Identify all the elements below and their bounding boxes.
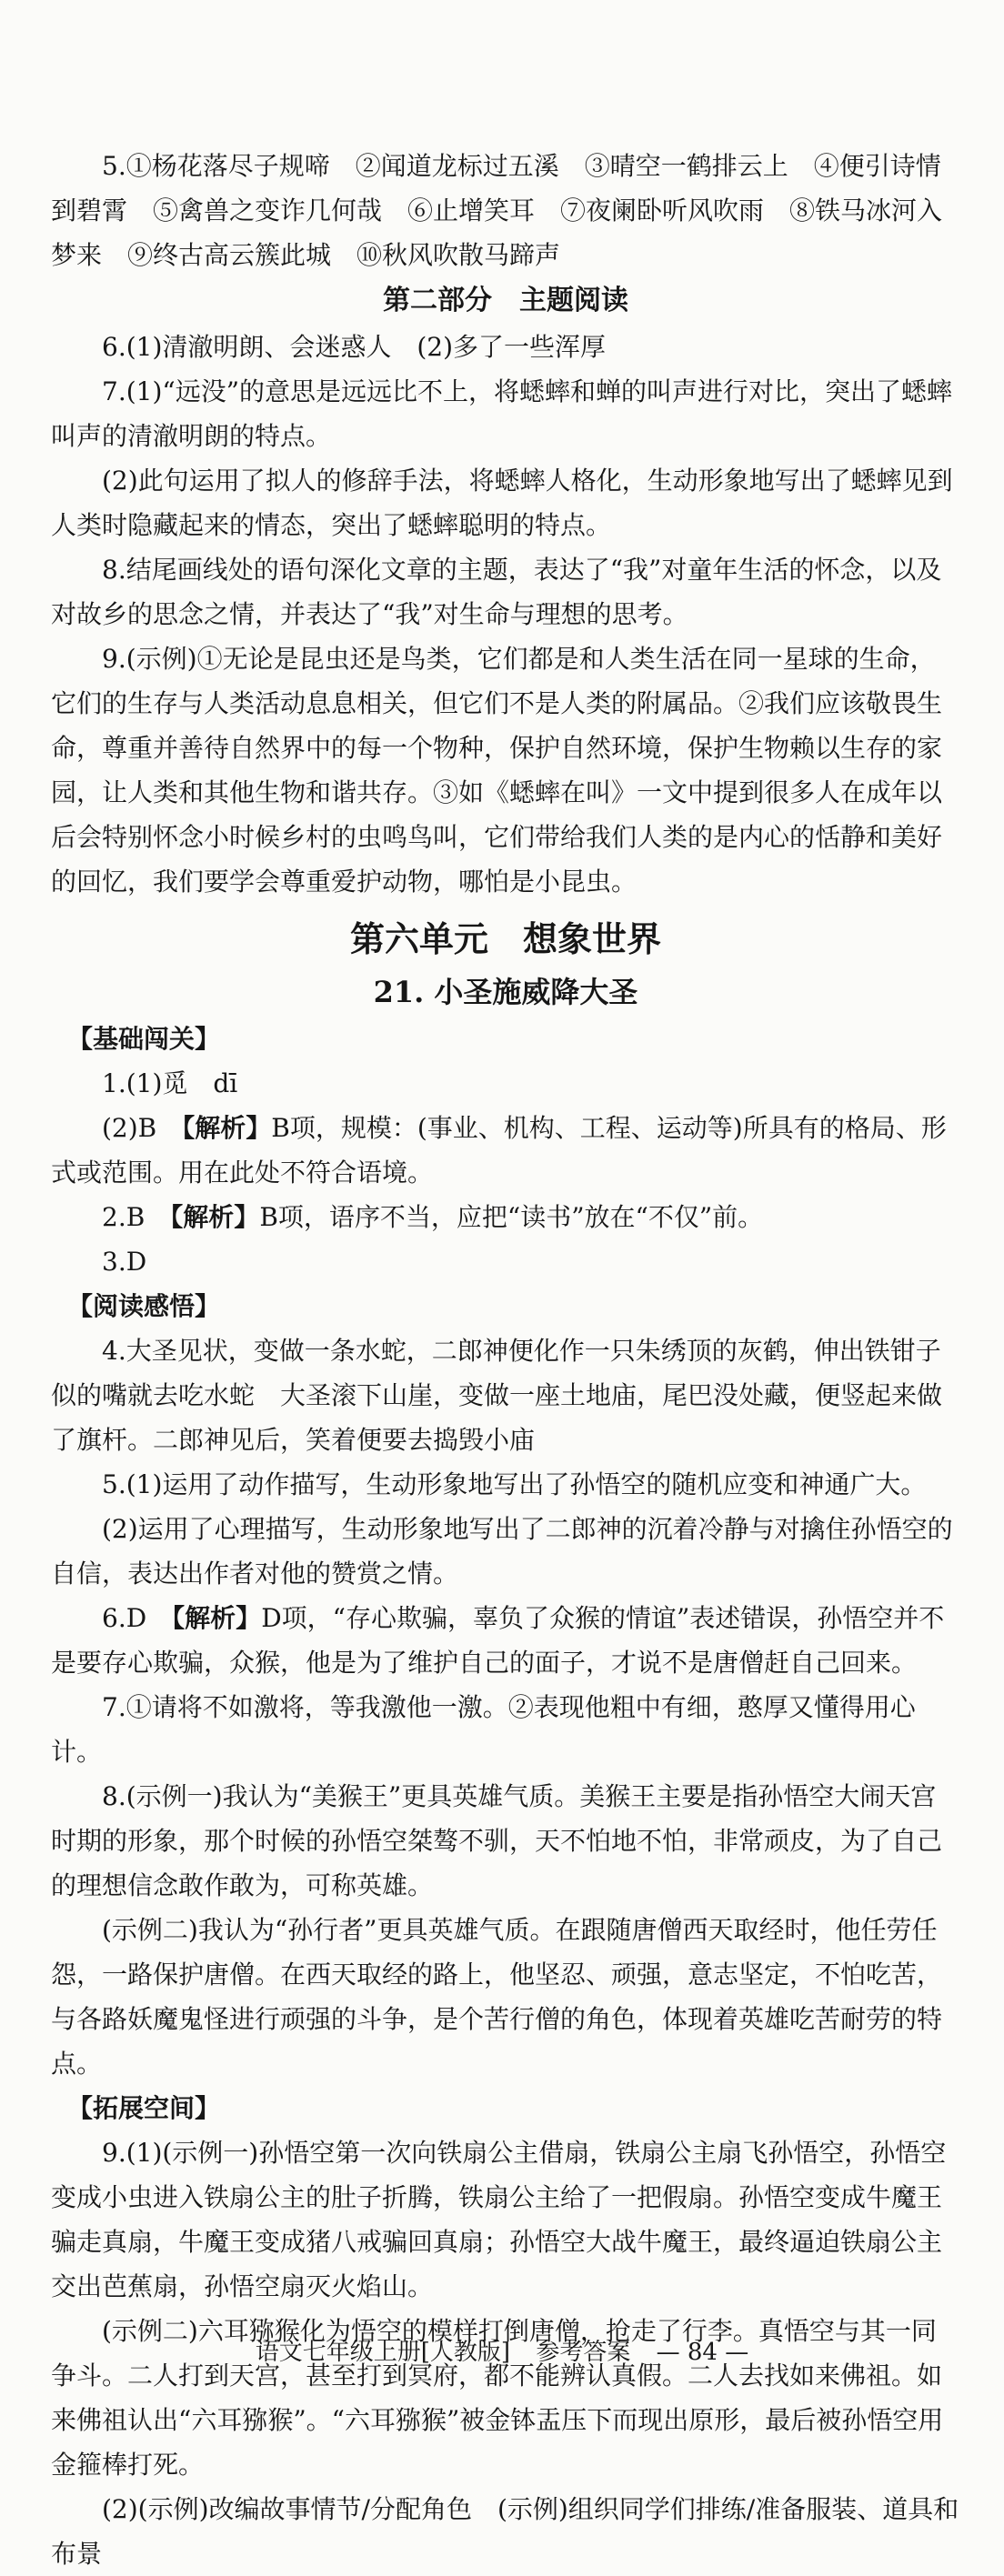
- reading-answer-5-1: 5.(1)运用了动作描写，生动形象地写出了孙悟空的随机应变和神通广大。: [102, 1469, 927, 1499]
- analysis-tag: 【解析】: [170, 1202, 260, 1232]
- page-footer: [0, 2334, 1004, 2371]
- analysis-tag: 【解析】: [182, 1113, 272, 1143]
- answer-content: [51, 144, 960, 2576]
- basics-answer-3: 3.D: [102, 1247, 147, 1277]
- analysis-tag: 【解析】: [172, 1603, 262, 1633]
- page-number: — 84 —: [656, 2339, 749, 2366]
- answer-6: 6.(1)清澈明朗、会迷惑人 (2)多了一些浑厚: [102, 332, 607, 362]
- answer-text: D项，“存心欺骗，辜负了众猴的情谊”表述错误，孙悟空并不是要存心欺骗，众猴，他是为了维护自己的面子，才说不是唐僧赶自己回来。: [51, 1603, 945, 1678]
- footer-book-title: 语文七年级上册[人教版]: [255, 2339, 511, 2366]
- answer-text: B项，规模：(事业、机构、工程、运动等)所具有的格局、形式或范围。用在此处不符合语境。: [51, 1113, 947, 1188]
- lesson-title: 21. 小圣施威降大圣: [373, 975, 638, 1009]
- answer-5: 5.①杨花落尽子规啼 ②闻道龙标过五溪 ③晴空一鹤排云上 ④便引诗情到碧霄 ⑤禽兽之变诈几何哉 ⑥止增笑耳 ⑦夜阑卧听风吹雨 ⑧铁马冰河入梦来 ⑨终古高云簇此城 ⑩秋风吹散马蹄声: [51, 151, 943, 270]
- reading-answer-8-2: (示例二)我认为“孙行者”更具英雄气质。在跟随唐僧西天取经时，他任劳任怨，一路保护唐僧。在西天取经的路上，他坚忍、顽强，意志坚定，不怕吃苦，与各路妖魔鬼怪进行顽强的斗争，是个苦行僧的角色，体现着英雄吃苦耐劳的特点。: [51, 1915, 943, 2079]
- reading-answer-4: 4.大圣见状，变做一条水蛇，二郎神便化作一只朱绣顶的灰鹤，伸出铁钳子似的嘴就去吃水蛇 大圣滚下山崖，变做一座土地庙，尾巴没处藏，便竖起来做了旗杆。二郎神见后，笑着便要去捣毁小庙: [51, 1336, 943, 1455]
- unit-title: 第六单元 想象世界: [349, 918, 661, 959]
- answer-8: 8.结尾画线处的语句深化文章的主题，表达了“我”对童年生活的怀念，以及对故乡的思念之情，并表达了“我”对生命与理想的思考。: [51, 555, 942, 629]
- answer-9: 9.(示例)①无论是昆虫还是鸟类，它们都是和人类生活在同一星球的生命，它们的生存与人类活动息息相关，但它们不是人类的附属品。②我们应该敬畏生命，尊重并善待自然界中的每一个物种，保护自然环境，保护生物赖以生存的家园，让人类和其他生物和谐共存。③如《蟋蟀在叫》一文中提到很多人在成年以后会特别怀念小时候乡村的虫鸣鸟叫，它们带给我们人类的是内心的恬静和美好的回忆，我们要学会尊重爱护动物，哪怕是小昆虫。: [51, 644, 943, 897]
- reading-answer-7: 7.①请将不如激将，等我激他一激。②表现他粗中有细，憨厚又懂得用心计。: [51, 1692, 916, 1767]
- basics-heading: 【基础闯关】: [67, 1024, 221, 1054]
- answer-text: B项，语序不当，应把“读书”放在“不仅”前。: [259, 1202, 764, 1232]
- expand-answer-9-2: (示例二)六耳猕猴化为悟空的模样打倒唐僧，抢走了行李。真悟空与其一同争斗。二人打到天宫，甚至打到冥府，都不能辨认真假。二人去找如来佛祖。如来佛祖认出“六耳猕猴”。“六耳猕猴”被金钵盂压下而现出原形，最后被孙悟空用金箍棒打死。: [51, 2316, 944, 2480]
- answer-text: 2.B: [102, 1202, 171, 1232]
- expand-answer-9-1: 9.(1)(示例一)孙悟空第一次向铁扇公主借扇，铁扇公主扇飞孙悟空，孙悟空变成小虫进入铁扇公主的肚子折腾，铁扇公主给了一把假扇。孙悟空变成牛魔王骗走真扇，牛魔王变成猪八戒骗回真扇；孙悟空大战牛魔王，最终逼迫铁扇公主交出芭蕉扇，孙悟空扇灭火焰山。: [51, 2138, 947, 2301]
- expand-answer-9-3: (2)(示例)改编故事情节/分配角色 (示例)组织同学们排练/准备服装、道具和布景: [51, 2494, 959, 2569]
- part2-heading: 第二部分 主题阅读: [383, 285, 628, 316]
- reading-answer-8-1: 8.(示例一)我认为“美猴王”更具英雄气质。美猴王主要是指孙悟空大闹天宫时期的形象，那个时候的孙悟空桀骜不驯，天不怕地不怕，非常顽皮，为了自己的理想信念敢作敢为，可称英雄。: [51, 1781, 943, 1900]
- reading-answer-5-2: (2)运用了心理描写，生动形象地写出了二郎神的沉着冷静与对擒住孙悟空的自信，表达出作者对他的赞赏之情。: [51, 1514, 953, 1589]
- basics-answer-1-1: 1.(1)觅 dī: [102, 1068, 238, 1098]
- answer-7-2: (2)此句运用了拟人的修辞手法，将蟋蟀人格化，生动形象地写出了蟋蟀见到人类时隐藏起来的情态，突出了蟋蟀聪明的特点。: [51, 466, 953, 540]
- basics-answer-1-2: [51, 1106, 960, 1195]
- expand-heading: 【拓展空间】: [67, 2093, 221, 2123]
- reading-heading: 【阅读感悟】: [67, 1291, 221, 1321]
- answer-text: (2)B: [102, 1113, 183, 1143]
- answer-7-1: 7.(1)“远没”的意思是远远比不上，将蟋蟀和蝉的叫声进行对比，突出了蟋蟀叫声的清澈明朗的特点。: [51, 376, 953, 451]
- answer-text: 6.D: [102, 1603, 173, 1633]
- reading-answer-6: [51, 1596, 960, 1685]
- basics-answer-2: [51, 1195, 960, 1239]
- footer-section: 参考答案: [536, 2339, 631, 2366]
